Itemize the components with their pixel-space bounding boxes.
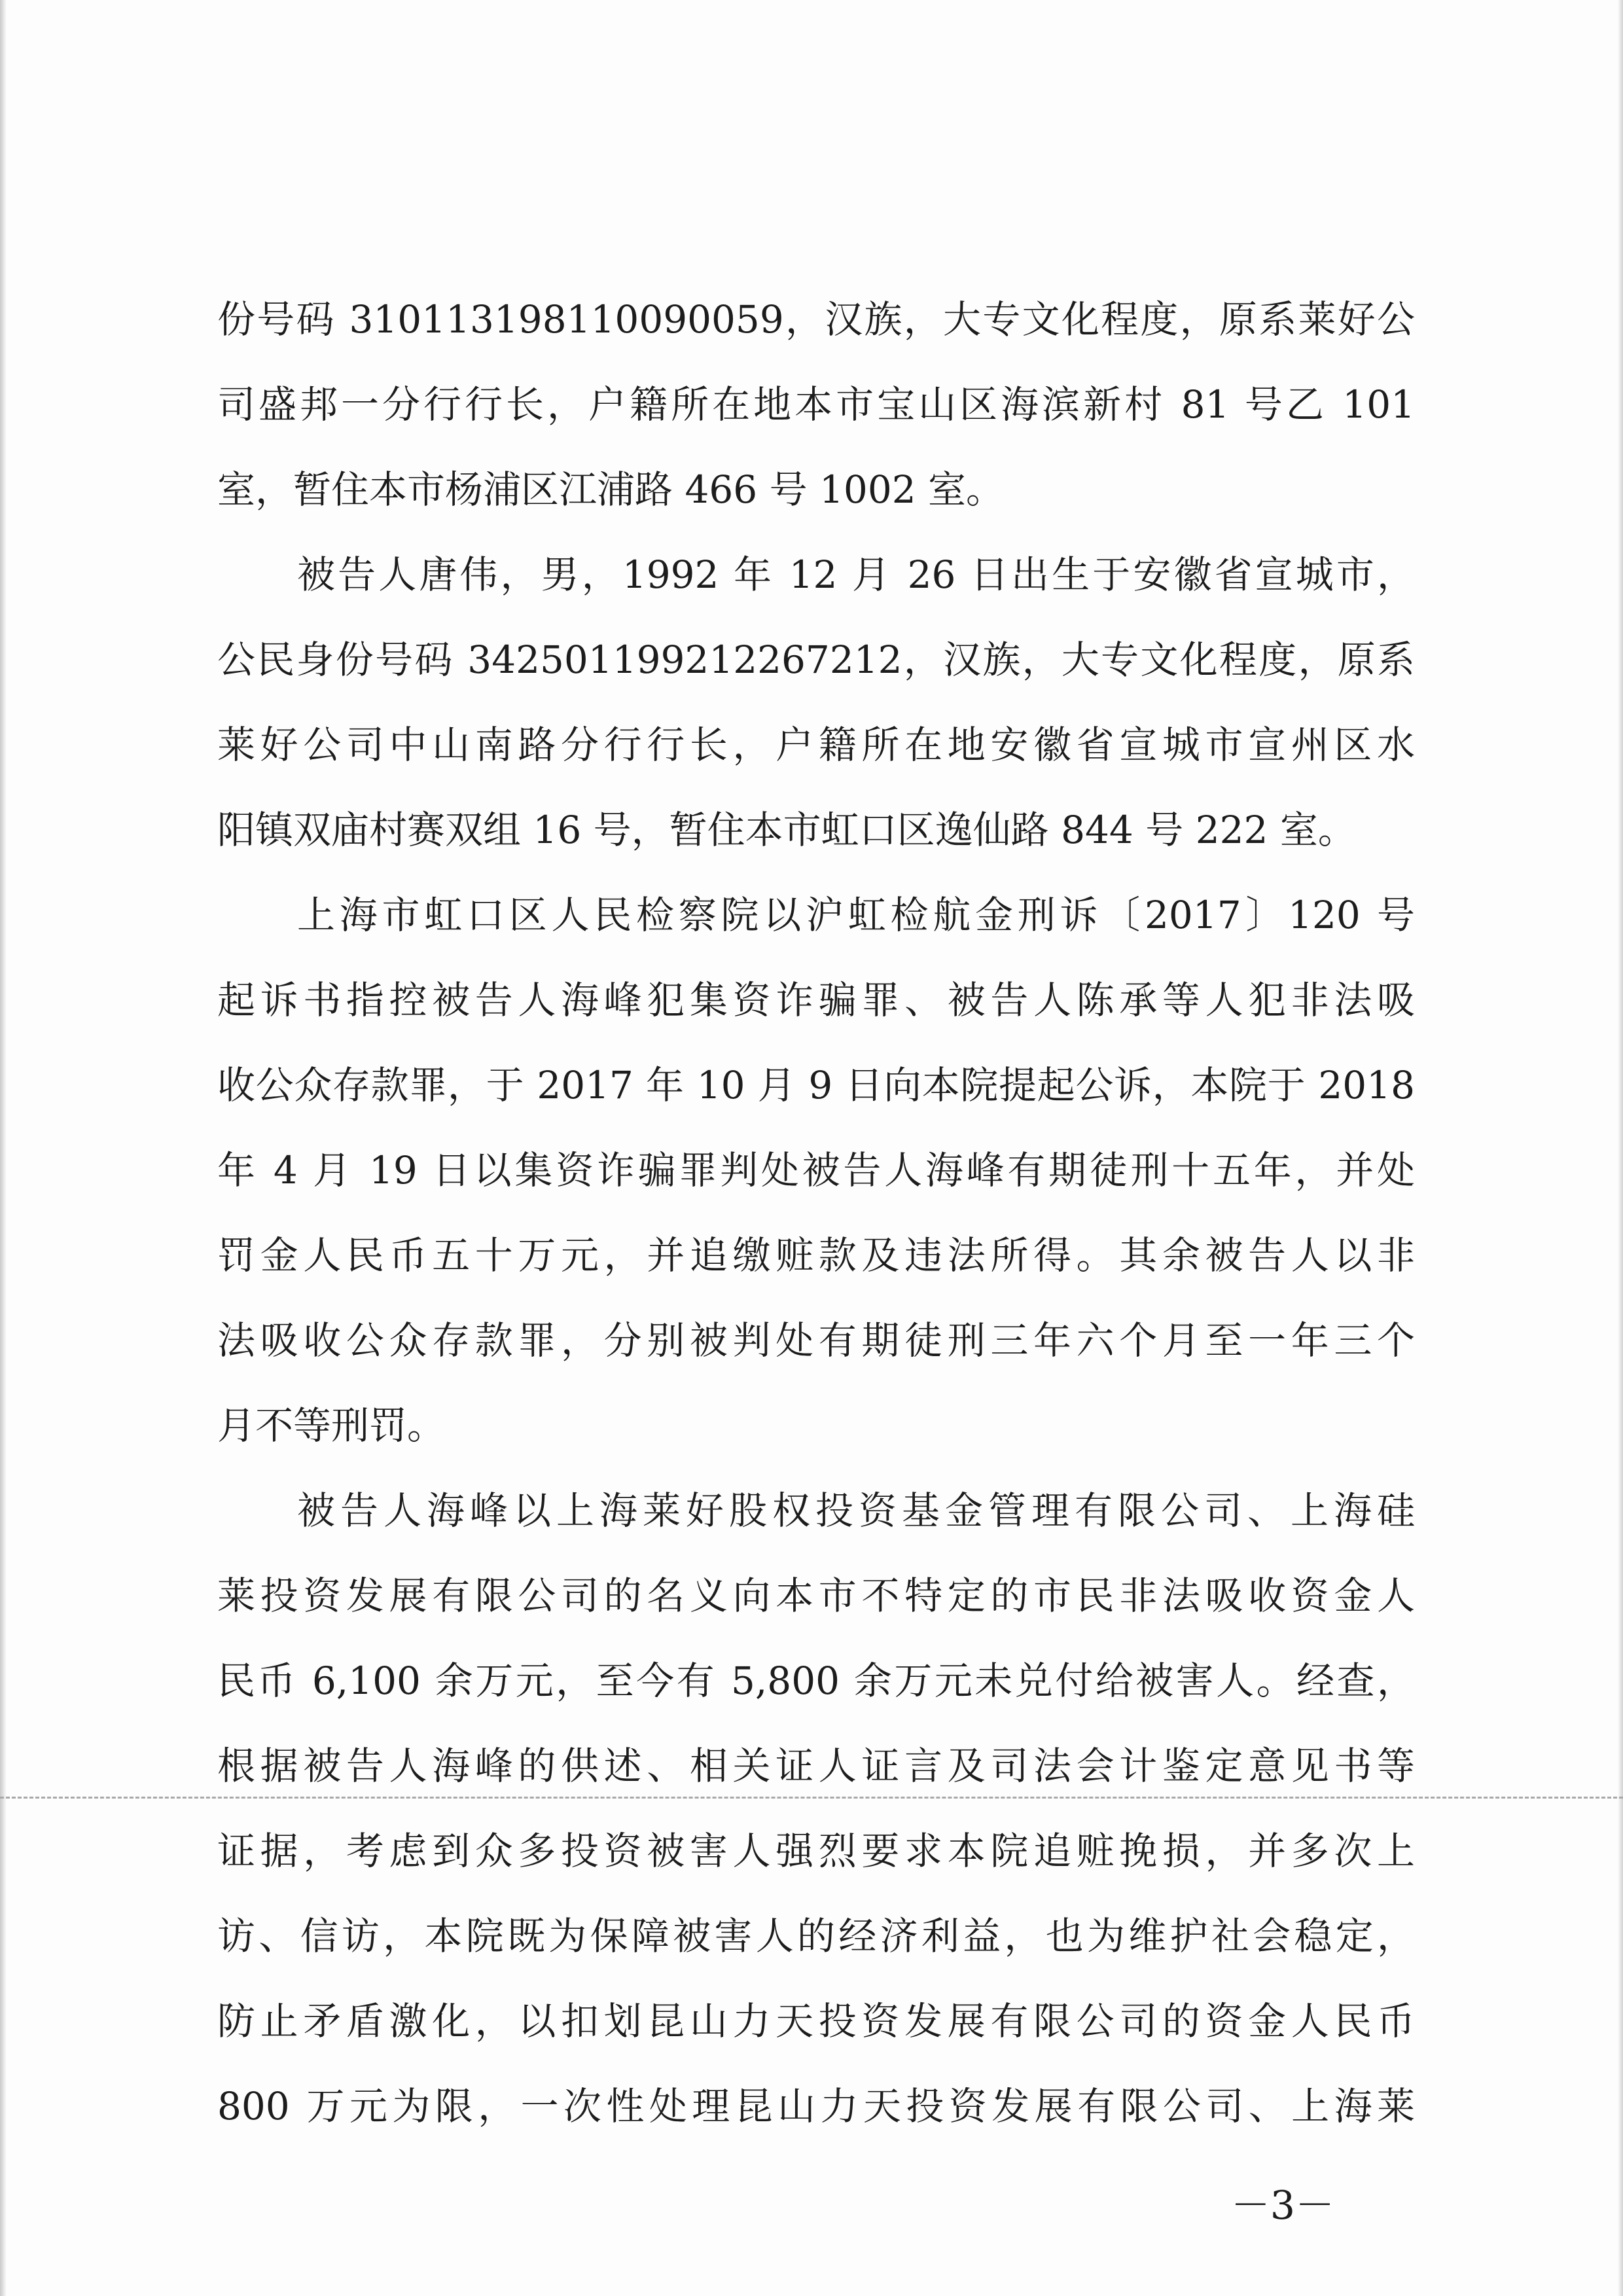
body-line: 访、信访，本院既为保障被害人的经济利益，也为维护社会稳定， [217, 1914, 1415, 1958]
body-line: 法吸收公众存款罪，分别被判处有期徒刑三年六个月至一年三个 [217, 1318, 1415, 1363]
body-line: 防止矛盾激化，以扣划昆山力天投资发展有限公司的资金人民币 [217, 1999, 1415, 2043]
body-line: 年 4 月 19 日以集资诈骗罪判处被告人海峰有期徒刑十五年，并处 [217, 1148, 1415, 1193]
body-line: 室，暂住本市杨浦区江浦路 466 号 1002 室。 [217, 467, 1005, 512]
body-line: 证据，考虑到众多投资被害人强烈要求本院追赃挽损，并多次上 [217, 1829, 1415, 1873]
body-line: 公民身份号码 342501199212267212，汉族，大专文化程度，原系 [217, 637, 1415, 682]
body-line: 被告人海峰以上海莱好股权投资基金管理有限公司、上海硅 [297, 1488, 1415, 1533]
body-line: 收公众存款罪，于 2017 年 10 月 9 日向本院提起公诉，本院于 2018 [217, 1063, 1415, 1107]
body-line: 阳镇双庙村赛双组 16 号，暂住本市虹口区逸仙路 844 号 222 室。 [217, 808, 1356, 852]
body-line: 起诉书指控被告人海峰犯集资诈骗罪、被告人陈承等人犯非法吸 [217, 978, 1415, 1022]
scan-edge-left [0, 0, 7, 2296]
scan-edge-right [1618, 0, 1623, 2296]
body-line: 份号码 310113198110090059，汉族，大专文化程度，原系莱好公 [217, 297, 1415, 342]
body-line: 月不等刑罚。 [217, 1403, 446, 1448]
body-line: 罚金人民币五十万元，并追缴赃款及违法所得。其余被告人以非 [217, 1233, 1415, 1278]
body-line: 根据被告人海峰的供述、相关证人证言及司法会计鉴定意见书等 [217, 1744, 1415, 1788]
body-line: 上海市虹口区人民检察院以沪虹检航金刑诉〔2017〕120 号 [297, 893, 1415, 937]
scan-fold-line [0, 1797, 1623, 1799]
body-line: 司盛邦一分行行长，户籍所在地本市宝山区海滨新村 81 号乙 101 [217, 382, 1415, 427]
body-line: 800 万元为限，一次性处理昆山力天投资发展有限公司、上海莱 [217, 2084, 1415, 2128]
body-line: 莱好公司中山南路分行行长，户籍所在地安徽省宣城市宣州区水 [217, 723, 1415, 767]
body-line: 莱投资发展有限公司的名义向本市不特定的市民非法吸收资金人 [217, 1573, 1415, 1618]
body-line: 被告人唐伟，男，1992 年 12 月 26 日出生于安徽省宣城市， [297, 552, 1415, 597]
page-number: －3－ [1230, 2183, 1335, 2229]
body-line: 民币 6,100 余万元，至今有 5,800 余万元未兑付给被害人。经查， [217, 1659, 1415, 1703]
